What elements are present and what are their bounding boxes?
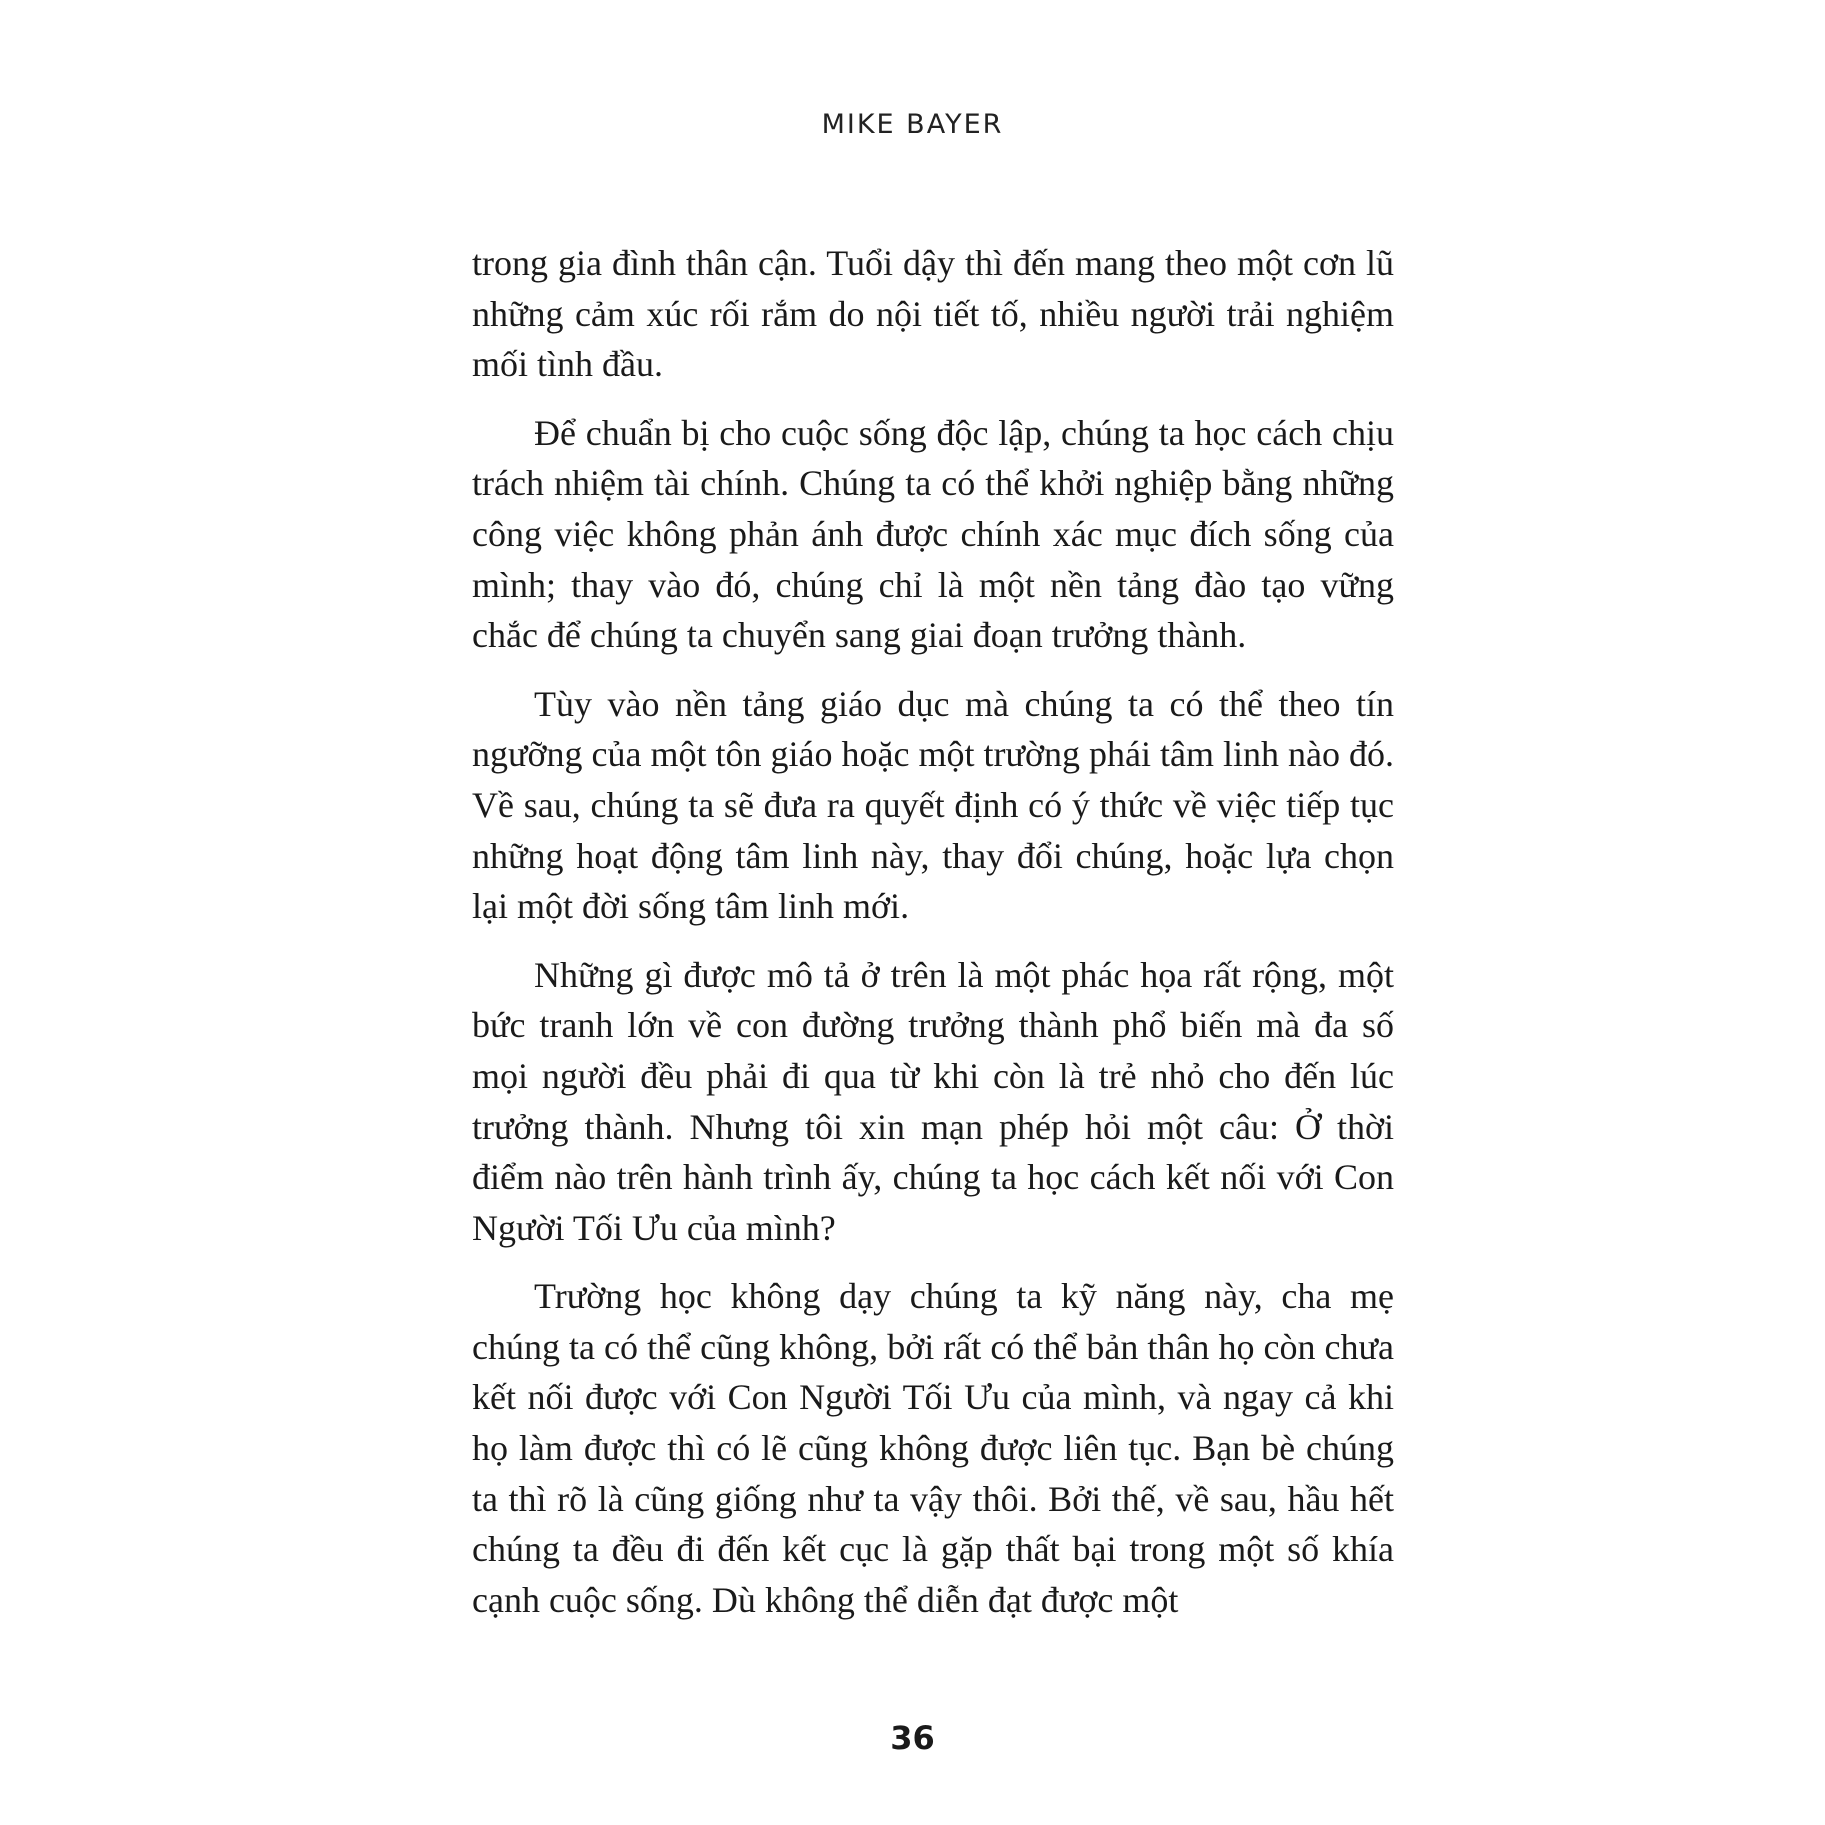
paragraph-5: Trường học không dạy chúng ta kỹ năng này, cha mẹ chúng ta có thể cũng không, bởi rất có thể bản thân họ còn chưa kết nối được với Con Người Tối Ưu của mình, và ngay cả khi họ làm được thì có lẽ cũng không được liên tục. Bạn bè chúng ta thì rõ là cũng giống như ta vậy thôi. Bởi thế, về sau, hầu hết chúng ta đều đi đến kết cục là gặp thất bại trong một số khía cạnh cuộc sống. Dù không thể diễn đạt được một xyxy=(472,1276,1394,1620)
running-head-author: MIKE BAYER xyxy=(821,109,1004,140)
paragraph-4: Những gì được mô tả ở trên là một phác họa rất rộng, một bức tranh lớn về con đường trưởng thành phổ biến mà đa số mọi người đều phải đi qua từ khi còn là trẻ nhỏ cho đến lúc trưởng thành. Nhưng tôi xin mạn phép hỏi một câu: Ở thời điểm nào trên hành trình ấy, chúng ta học cách kết nối với Con Người Tối Ưu của mình? xyxy=(472,954,1394,1248)
paragraph-3: Tùy vào nền tảng giáo dục mà chúng ta có thể theo tín ngưỡng của một tôn giáo hoặc một trường phái tâm linh nào đó. Về sau, chúng ta sẽ đưa ra quyết định có ý thức về việc tiếp tục những hoạt động tâm linh này, thay đổi chúng, hoặc lựa chọn lại một đời sống tâm linh mới. xyxy=(472,683,1394,927)
paragraph-2: Để chuẩn bị cho cuộc sống độc lập, chúng ta học cách chịu trách nhiệm tài chính. Chúng ta có thể khởi nghiệp bằng những công việc không phản ánh được chính xác mục đích sống của mình; thay vào đó, chúng chỉ là một nền tảng đào tạo vững chắc để chúng ta chuyển sang giai đoạn trưởng thành. xyxy=(472,412,1394,656)
body-text xyxy=(472,238,1394,1643)
page-number: 36 xyxy=(890,1719,935,1757)
paragraph-1: trong gia đình thân cận. Tuổi dậy thì đến mang theo một cơn lũ những cảm xúc rối rắm do nội tiết tố, nhiều người trải nghiệm mối tình đầu. xyxy=(472,243,1394,385)
